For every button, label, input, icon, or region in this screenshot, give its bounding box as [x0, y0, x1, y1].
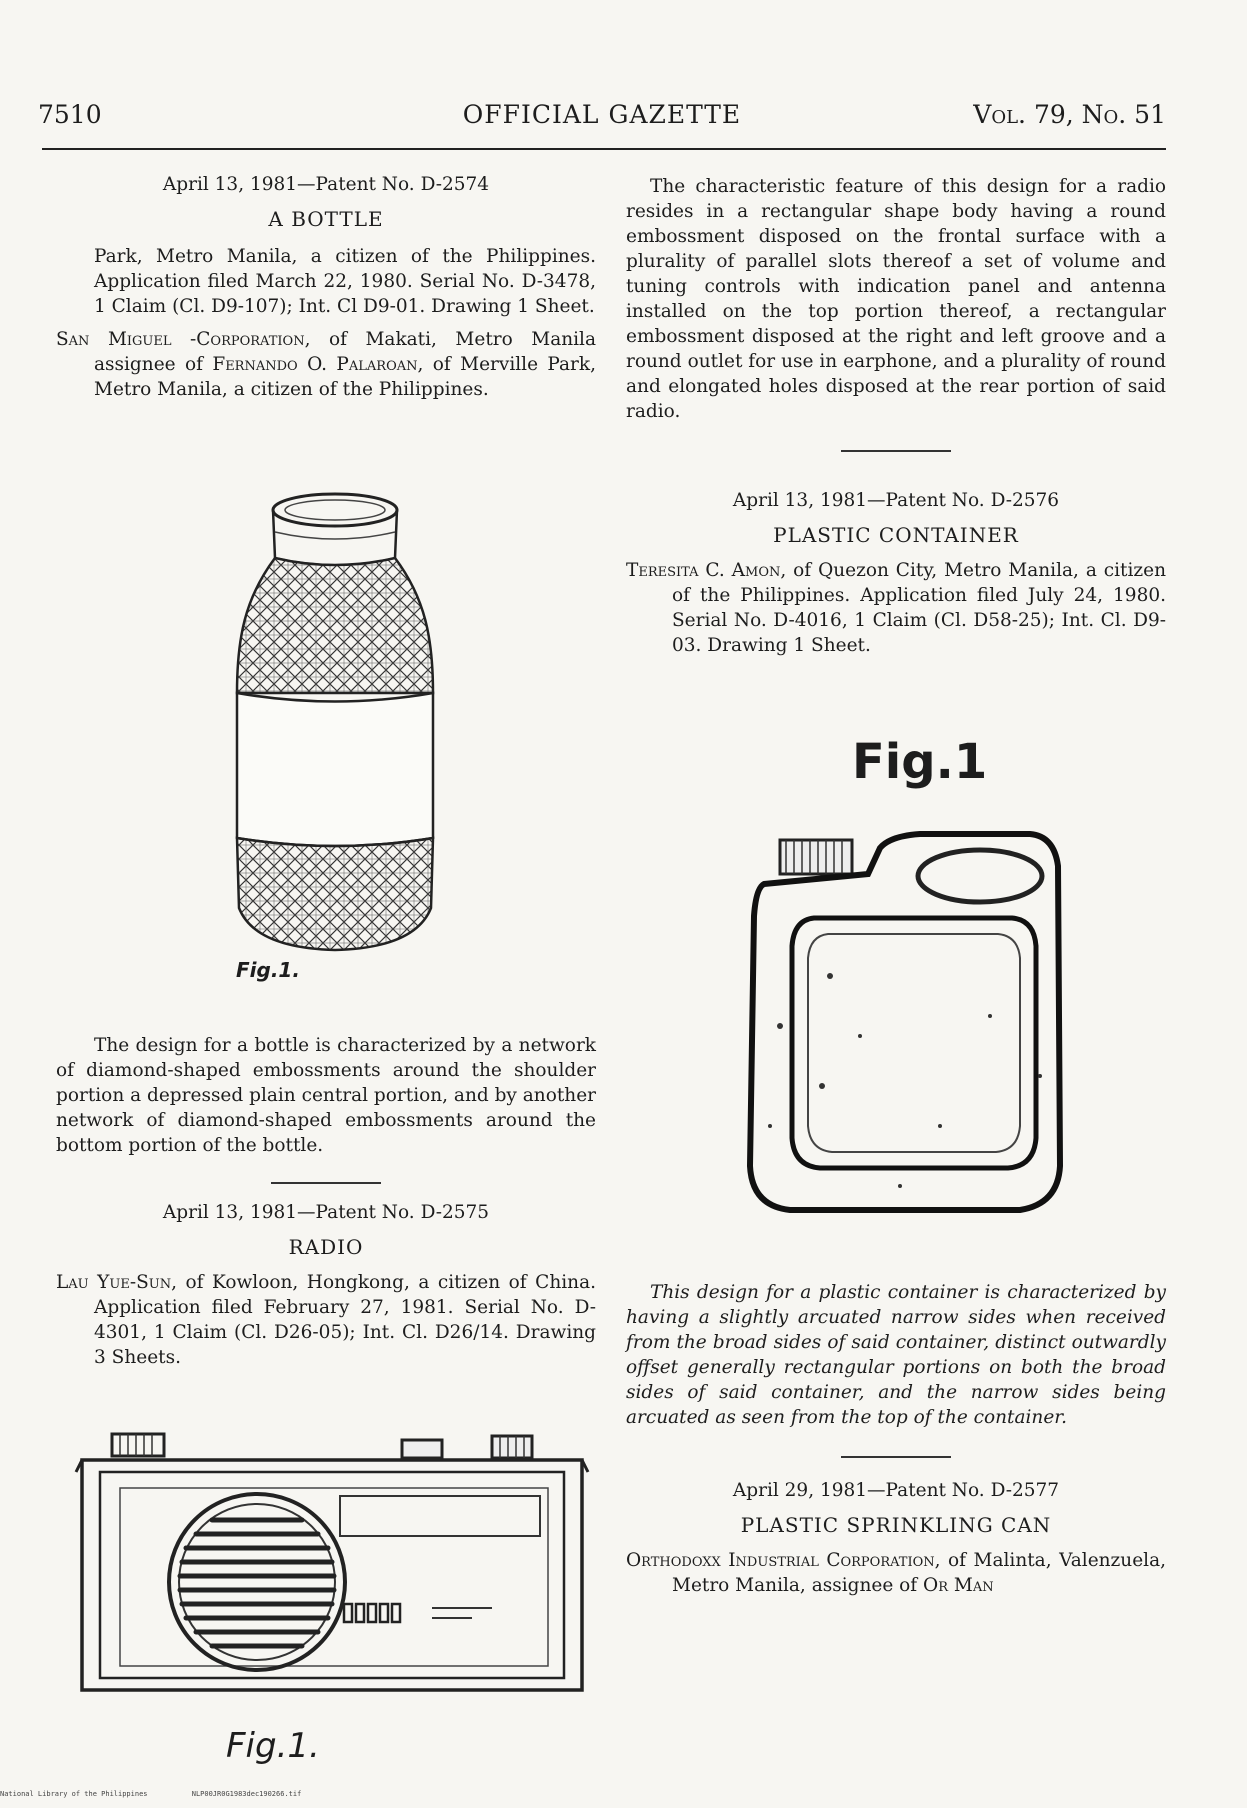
- patent-date-line: April 13, 1981—Patent No. D-2574: [162, 174, 490, 195]
- patent-date-line: April 13, 1981—Patent No. D-2576: [732, 490, 1060, 511]
- bottle-figure-label: Fig.1.: [236, 958, 300, 982]
- scan-footer: [0, 1790, 301, 1798]
- owner-name: Lau Yue-Sun: [56, 1272, 172, 1293]
- radio-description-block: [626, 174, 1166, 658]
- patent-title: PLASTIC SPRINKLING CAN: [740, 1513, 1052, 1537]
- patent-assignee: [56, 327, 596, 402]
- patent-owner: [626, 558, 1166, 658]
- assignee-text: , of Makati, Metro Manila assignee of: [94, 329, 596, 375]
- container-description: This design for a plastic container is characterized by having a slightly arcuated narrow sides when received from the broad sides of said container, distinct outwardly offset generally rectangular portions on both the broad sides of said container, and the narrow sides being arcuated as seen from the top of the container.: [626, 1282, 1166, 1428]
- patent-date-line: April 29, 1981—Patent No. D-2577: [732, 1480, 1060, 1501]
- gazette-title: OFFICIAL GAZETTE: [462, 100, 742, 129]
- patent-title: A BOTTLE: [268, 207, 384, 231]
- patent-title: RADIO: [288, 1235, 364, 1259]
- section-divider: [841, 450, 951, 452]
- patent-d2574-header: [56, 172, 596, 402]
- section-divider: [841, 1456, 951, 1458]
- owner-name: Teresita C. Amon: [626, 560, 781, 581]
- patent-d2576-description: [626, 1280, 1166, 1598]
- owner-text: , of Malinta, Valenzuela, Metro Manila, assignee of: [672, 1550, 1166, 1596]
- container-drawing: [740, 826, 1070, 1216]
- assignee-name: San Miguel -Corporation: [56, 329, 305, 350]
- radio-description: The characteristic feature of this design for a radio resides in a rectangular shape body having a round embossment disposed on the frontal surface with a plurality of parallel slots thereof a set of volume and tuning controls with indication panel and antenna installed on the top portion thereof, a rectangular embossment disposed at the right and left groove and a round outlet for use in earphone, and a plurality of round and elongated holes disposed at the rear portion of said radio.: [626, 176, 1166, 422]
- radio-drawing: [72, 1432, 592, 1694]
- bottle-description: The design for a bottle is characterized by a network of diamond-shaped embossments around the shoulder portion a depressed plain central portion, and by another network of diamond-shaped embossments around the bottom portion of the bottle.: [56, 1035, 596, 1156]
- patent-title: PLASTIC CONTAINER: [773, 523, 1019, 547]
- library-name: National Library of the Philippines: [0, 1790, 148, 1798]
- file-id: NLP00JR0G1983dec190266.tif: [191, 1790, 302, 1798]
- patent-text: Park, Metro Manila, a citizen of the Philippines. Application filed March 22, 1980. Serial No. D-3478, 1 Claim (Cl. D9-107); Int. Cl D9-01. Drawing 1 Sheet.: [94, 246, 596, 317]
- owner-name: Orthodoxx Industrial Corporation: [626, 1550, 935, 1571]
- section-divider: [271, 1182, 381, 1184]
- owner-tail: Or Man: [923, 1575, 994, 1596]
- bottle-drawing: [225, 488, 445, 958]
- container-figure-label: Fig.1: [852, 734, 988, 790]
- volume-number: Vol. 79, No. 51: [973, 100, 1166, 129]
- patent-owner: [56, 1270, 596, 1370]
- patent-date-line: April 13, 1981—Patent No. D-2575: [162, 1202, 490, 1223]
- patent-owner: [626, 1548, 1166, 1598]
- header-rule: [42, 148, 1166, 150]
- radio-figure-label: Fig.1.: [226, 1726, 320, 1766]
- owner-text: , of Kowloon, Hongkong, a citizen of China. Application filed February 27, 1981. Serial No. D-4301, 1 Claim (Cl. D26-05); Int. Cl. D26/14. Drawing 3 Sheets.: [94, 1272, 596, 1368]
- owner-text: , of Quezon City, Metro Manila, a citizen of the Philippines. Application filed July 24, 1980. Serial No. D-4016, 1 Claim (Cl. D58-25); Int. Cl. D9-03. Drawing 1 Sheet.: [672, 560, 1166, 656]
- patent-d2574-description: [56, 1033, 596, 1370]
- inventor-text: , of Merville Park, Metro Manila, a citizen of the Philippines.: [94, 354, 596, 400]
- page-header: [38, 100, 1166, 136]
- inventor-name: Fernando O. Palaroan: [212, 354, 418, 375]
- page-number: 7510: [38, 100, 102, 129]
